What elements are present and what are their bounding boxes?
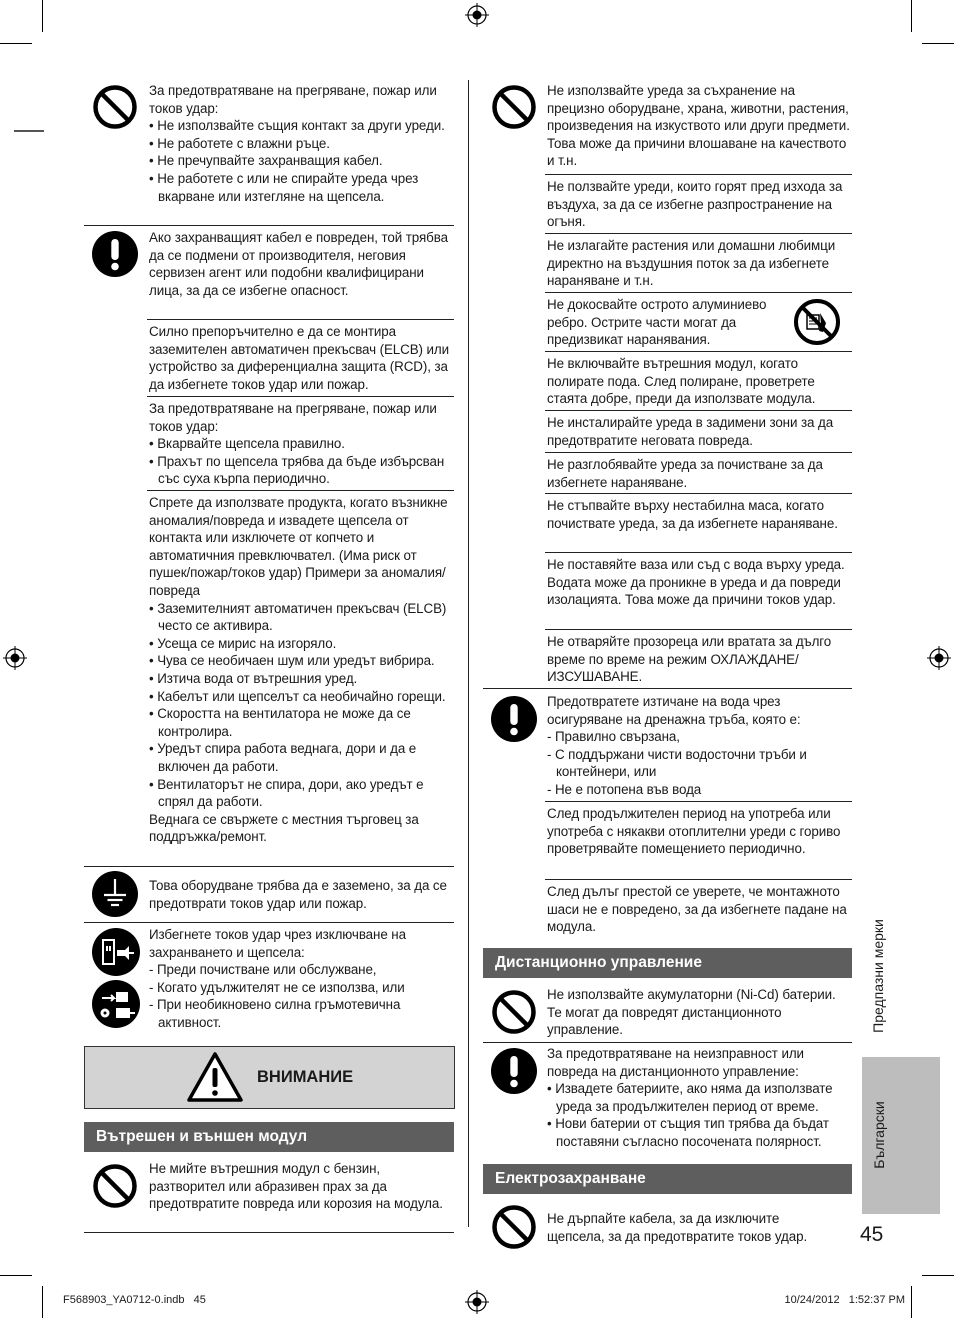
unplug-block: [149, 926, 454, 1032]
block-intro: Предотвратете изтичане на вода чрез осигуряване на дренажна тръба, която е:: [547, 694, 801, 727]
mandatory-action-icon: [92, 231, 138, 277]
bullet-item: • Заземителният автоматичен прекъсвач (ELCB) често се активира.: [149, 600, 447, 634]
bullet-item: • Скоростта на вентилатора не може да се контролира.: [149, 706, 411, 739]
divider: [545, 292, 852, 293]
bullet-item: • Не пречупвайте захранващия кабел.: [149, 153, 383, 169]
divider: [483, 1042, 852, 1043]
block-intro: За предотвратяване на неизправност или повреда на дистанционното управление:: [547, 1046, 804, 1079]
crop-mark: [42, 0, 43, 32]
bullet-item: • Не работете с влажни ръце.: [149, 135, 330, 151]
block-outro: Веднага се свържете с местния търговец за поддръжка/ремонт.: [149, 811, 419, 845]
crop-mark: [922, 1275, 954, 1276]
divider: [147, 490, 454, 491]
water-vase-text: Не поставяйте ваза или съд с вода върху уреда. Водата може да проникне в уреда и да повреди изолацията. Това може да причини токов удар.: [547, 557, 845, 608]
divider: [545, 801, 852, 802]
chassis-check-text: След дълъг престой се уверете, че монтажното шаси не е повредено, за да избегнете падане на модула.: [547, 884, 847, 935]
footer-datetime: 10/24/2012 1:52:37 PM: [784, 1294, 905, 1306]
page-number: 45: [860, 1223, 884, 1246]
crop-mark: [0, 43, 32, 44]
block-intro: За предотвратяване на прегряване, пожар или токов удар:: [149, 401, 437, 434]
mandatory-action-icon: [491, 1048, 537, 1094]
bullet-item: • Кабелът или щепселът са необичайно горещи.: [149, 688, 446, 704]
bullet-item: • Вентилаторът не спира, дори, ако уредът е спрял да работи.: [149, 776, 424, 810]
divider: [545, 629, 852, 630]
bullet-item: • Усеща се мирис на изгоряло.: [149, 635, 337, 651]
divider: [545, 410, 852, 411]
prohibition-icon: [491, 989, 537, 1035]
list-item: - Преди почистване или обслужване,: [149, 962, 377, 978]
divider: [483, 688, 852, 689]
bullet-item: • Уредът спира работа веднага, дори и да е включен да работи.: [149, 741, 417, 774]
disconnect-power-icon: [92, 980, 140, 1028]
list-item: - Не е потопена във вода: [547, 781, 702, 797]
divider: [84, 866, 454, 867]
divider: [545, 879, 852, 880]
divider: [545, 174, 852, 175]
bullet-item: • Извадете батериите, ако няма да използвате уреда за продължителен период от време.: [547, 1081, 833, 1114]
list-item: - С поддържани чисти водосточни тръби и контейнери, или: [547, 746, 807, 780]
prohibition-icon: [92, 84, 138, 130]
crop-mark: [922, 43, 954, 44]
grounding-text: Това оборудване трябва да е заземено, за да се предотврати токов удар или пожар.: [149, 878, 447, 911]
crop-mark: [911, 0, 912, 32]
block-intro: Спрете да използвате продукта, когато възникне аномалия/повреда и извадете щепсела от контакта или изключете от копчето и автоматичния превключвател. (Има риск от пушек/пожар/токов удар) Примери за аномалия/повреда: [149, 495, 448, 598]
divider: [545, 552, 852, 553]
prohibition-icon: [491, 1204, 537, 1250]
block-intro: Избегнете токов удар чрез изключване на захранването и щепсела:: [149, 927, 406, 960]
divider: [545, 452, 852, 453]
block-intro: За предотвратяване на прегряване, пожар или токов удар:: [149, 83, 437, 116]
remote-care-block: [547, 1045, 854, 1151]
warning-triangle-icon: [186, 1051, 244, 1103]
disassembly-text: Не разглобявайте уреда за почистване за да избегнете нараняване.: [547, 457, 823, 490]
column-divider: [468, 80, 469, 1227]
aluminium-fin-text: Не докосвайте острото алуминиево ребро. Острите части могат да предизвикат наранявания.: [547, 297, 767, 348]
bullet-item: • Чува се необичаен шум или уредът вибрира.: [149, 653, 435, 669]
no-touch-fin-icon: [793, 298, 841, 346]
footer-filename: F568903_YA0712-0.indb 45: [63, 1294, 206, 1306]
registration-mark-icon: [3, 646, 27, 670]
burning-appliances-text: Не ползвайте уреди, които горят пред изхода за въздуха, за да се избегне разпространение на огъня.: [547, 179, 843, 230]
caution-label: ВНИМАНИЕ: [257, 1068, 354, 1086]
section-header-power-supply: Електрозахранване: [483, 1164, 852, 1194]
mandatory-action-icon: [491, 696, 537, 742]
divider: [147, 396, 454, 397]
list-item: - При необикновено силна гръмотевична активност.: [149, 997, 401, 1030]
plants-pets-airflow-text: Не излагайте растения или домашни любимци директно на въздушния поток за да избегнете нараняване и т.н.: [547, 238, 836, 289]
abnormality-block: [149, 494, 456, 846]
divider: [84, 225, 454, 226]
ventilation-text: След продължителен период на употреба или употреба с някакви отоплителни уреди с гориво проветрявайте помещението периодично.: [547, 806, 841, 857]
storage-warning-text: Не използвайте уреда за съхранение на прецизно оборудване, храна, животни, растения, произведения на изкуството или други предмети. Това може да причини влошаване на качеството и т.н.: [547, 83, 850, 169]
elcb-recommendation-text: Силно препоръчително е да се монтира заземителен автоматичен прекъсвач (ELCB) или устройство за диференциална защита (RCD), за да избегнете токов удар или пожар.: [149, 324, 450, 392]
bullet-item: • Не използвайте същия контакт за други уреди.: [149, 118, 445, 134]
chapter-label: Предпазни мерки: [870, 919, 886, 1033]
ground-icon: [92, 871, 138, 917]
floor-polishing-text: Не включвайте вътрешния модул, когато полирате пода. След полиране, проветрете стаята добре, преди да използвате модула.: [547, 356, 816, 407]
section-header-remote-control: Дистанционно управление: [483, 948, 852, 978]
unstable-table-text: Не стъпвайте върху нестабилна маса, когато почиствате уреда, за да избегнете нараняване.: [547, 498, 838, 531]
crop-mark: [911, 1286, 912, 1318]
pull-cable-text: Не дърпайте кабела, за да изключите щепсела, за да предотвратите токов удар.: [547, 1211, 808, 1244]
bullet-item: • Вкарвайте щепсела правилно.: [149, 436, 345, 452]
registration-mark-icon: [465, 3, 489, 27]
margin-mark: [14, 130, 44, 132]
rechargeable-battery-text: Не използвайте акумулаторни (Ni-Cd) батерии. Те могат да повредят дистанционното управление.: [547, 987, 836, 1038]
crop-mark: [42, 1286, 43, 1318]
divider: [147, 319, 454, 320]
overheating-warning-block: [149, 82, 454, 205]
chapter-tab-area: [866, 906, 890, 1046]
prohibition-icon: [491, 84, 537, 130]
no-solvent-cleaning-text: Не мийте вътрешния модул с бензин, разтворител или абразивен прах за да предотвратите повреда или корозия на модула.: [149, 1161, 443, 1212]
divider: [545, 233, 852, 234]
list-item: - Когато удължителят не се използва, или: [149, 979, 405, 995]
bullet-item: • Не работете с или не спирайте уреда чрез вкарване или изтегляне на щепсела.: [149, 170, 419, 204]
divider: [84, 922, 454, 923]
divider: [545, 493, 852, 494]
language-label: Български: [871, 1101, 887, 1169]
unplug-icon: [92, 928, 140, 976]
registration-mark-icon: [465, 1290, 489, 1314]
language-tab: [862, 1057, 940, 1214]
power-cord-replacement-text: Ако захранващият кабел е повреден, той трябва да се подмени от производителя, неговия сервизен агент или подобни квалифицирани лица, за да се избегне опасност.: [149, 230, 448, 298]
list-item: - Правилно свързана,: [547, 729, 680, 745]
plug-care-block: [149, 400, 454, 488]
crop-mark: [0, 1275, 32, 1276]
smoky-areas-text: Не инсталирайте уреда в задимени зони за да предотвратите неговата повреда.: [547, 415, 834, 448]
prohibition-icon: [92, 1163, 138, 1209]
bullet-item: • Изтича вода от вътрешния уред.: [149, 670, 358, 686]
section-header-indoor-outdoor: Вътрешен и външен модул: [84, 1122, 454, 1152]
drain-hose-block: [547, 693, 852, 799]
divider: [84, 1232, 454, 1233]
divider: [545, 351, 852, 352]
bullet-item: • Нови батерии от същия тип трябва да бъдат поставяни съгласно посочената полярност.: [547, 1116, 829, 1149]
bullet-item: • Прахът по щепсела трябва да бъде избърсван със суха кърпа периодично.: [149, 453, 445, 487]
open-window-text: Не отваряйте прозореца или вратата за дълго време по време на режим ОХЛАЖДАНЕ/ ИЗСУШАВАНЕ.: [547, 634, 832, 685]
registration-mark-icon: [927, 646, 951, 670]
